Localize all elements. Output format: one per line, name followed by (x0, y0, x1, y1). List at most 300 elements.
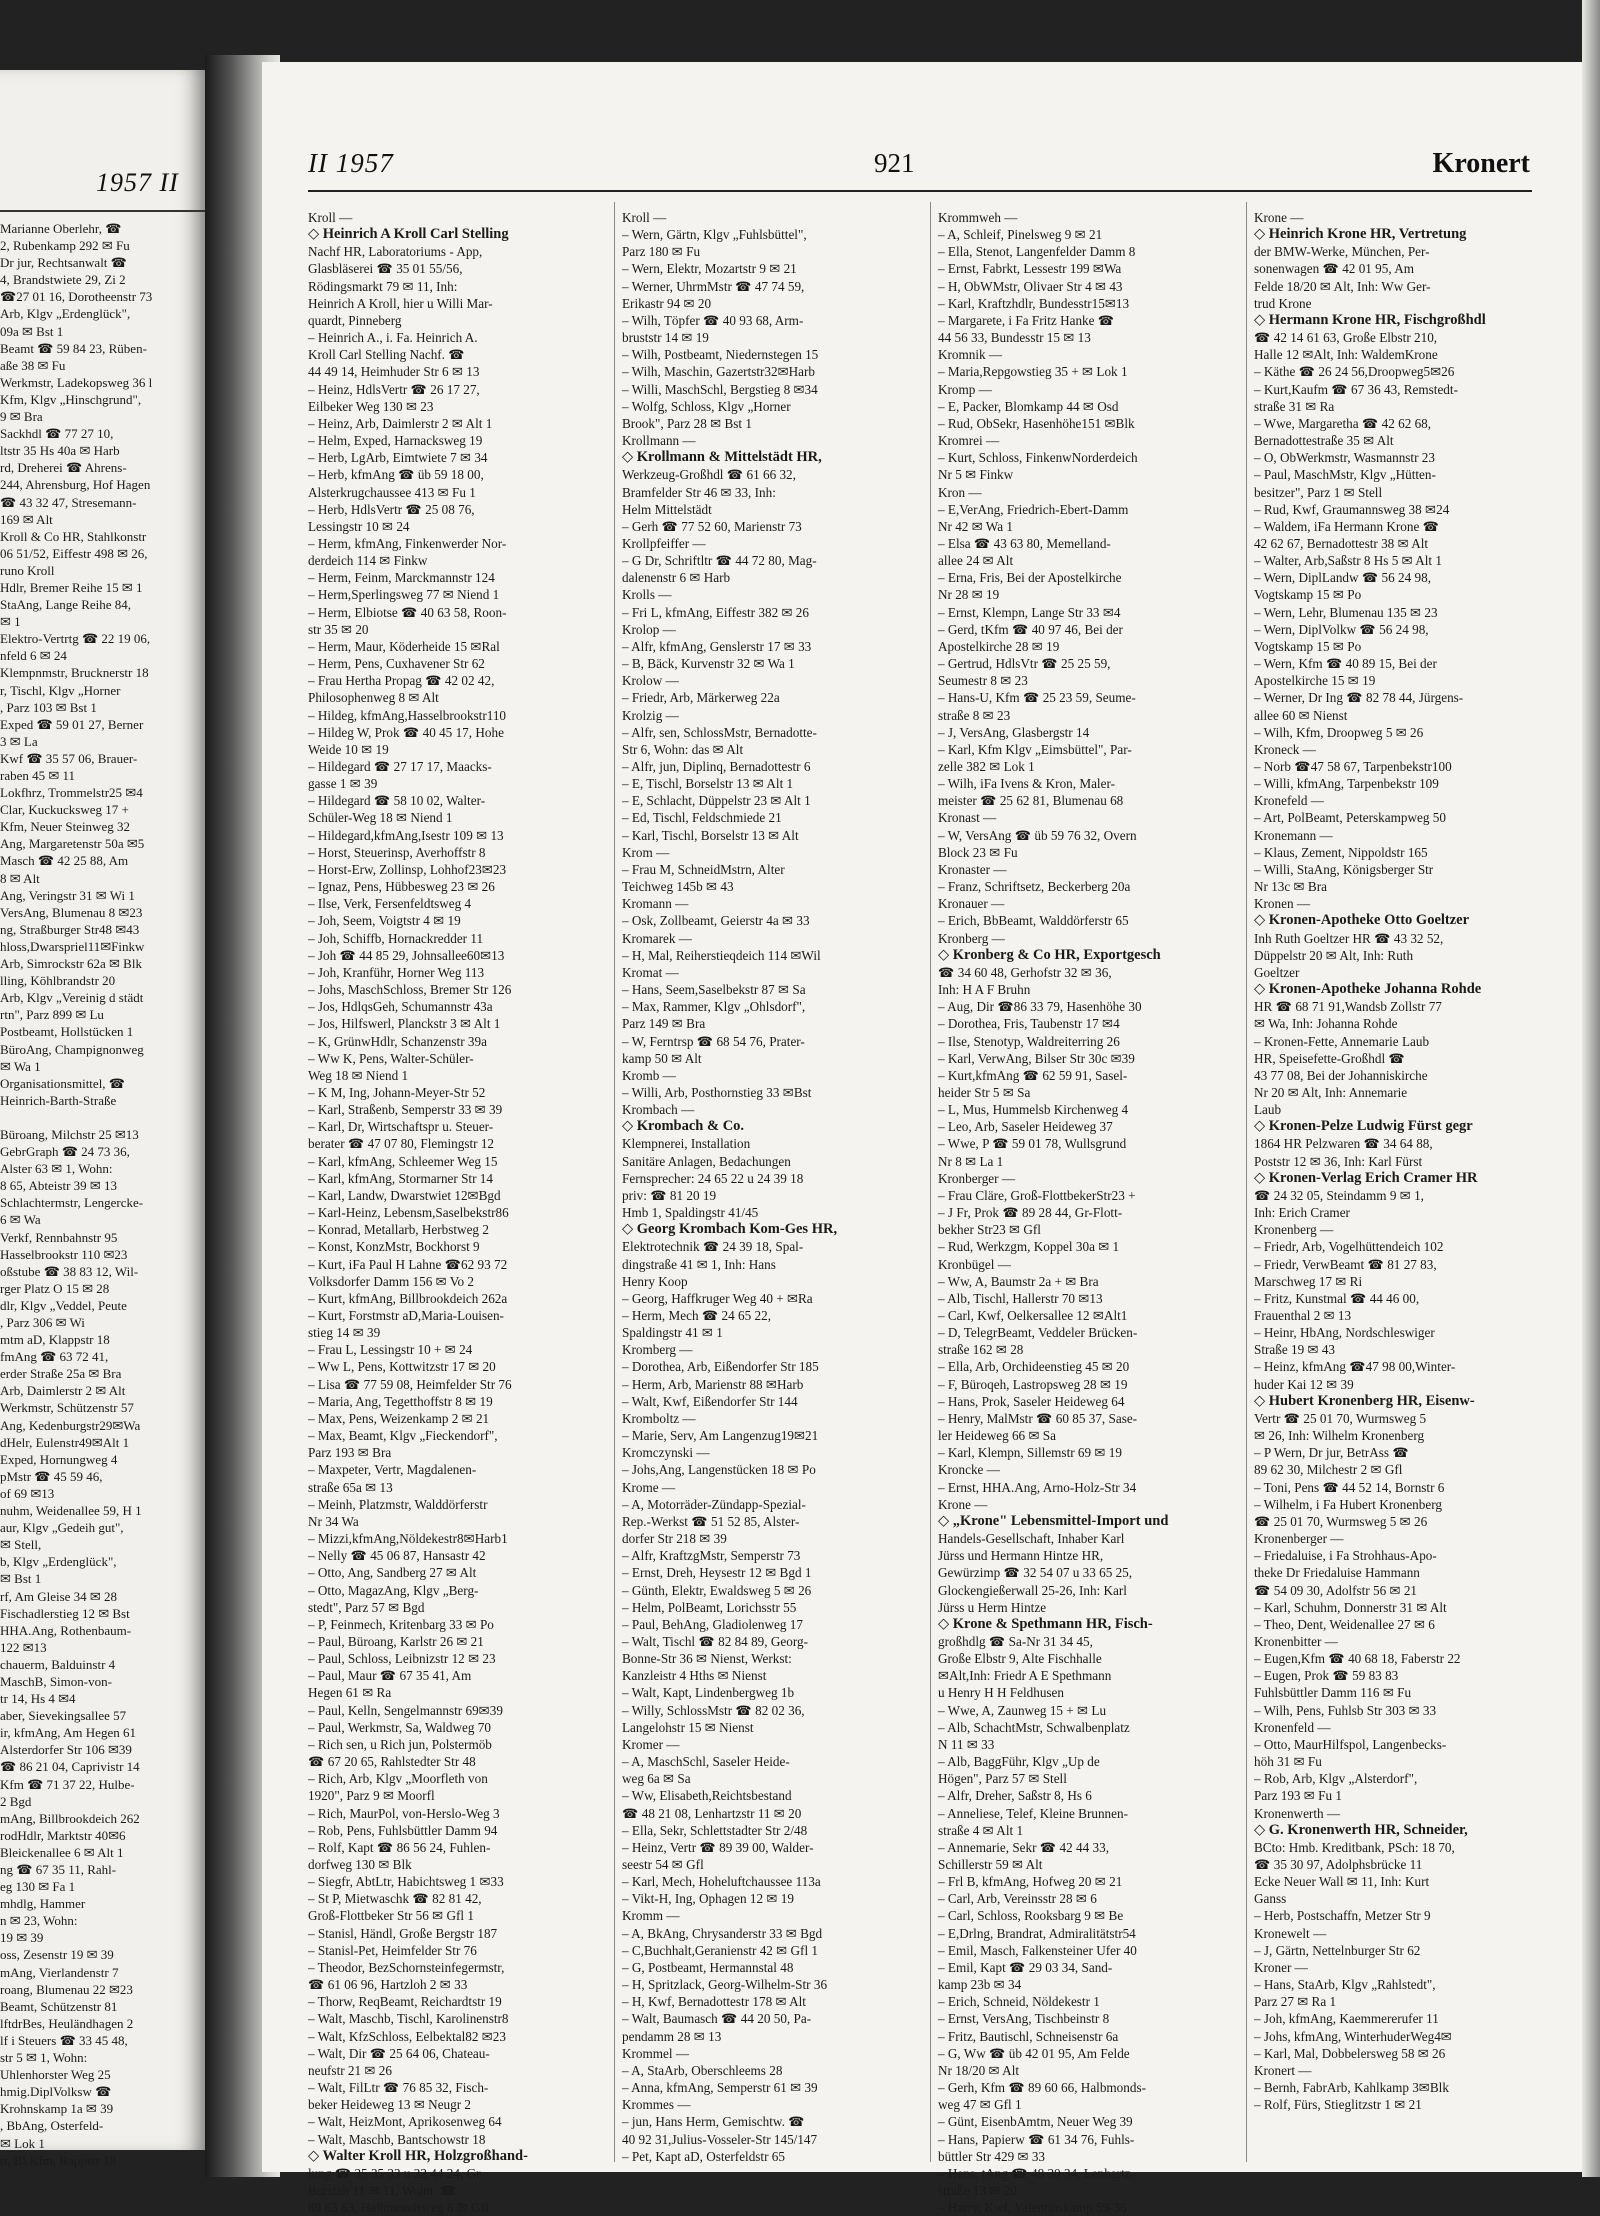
directory-entry-line: – Karl, Tischl, Borselstr 13 ✉ Alt (622, 827, 799, 843)
directory-entry-line: – Karl, VerwAng, Bilser Str 30c ✉39 (938, 1050, 1135, 1066)
directory-entry-line: Block 23 ✉ Fu (938, 844, 1018, 860)
directory-entry-line: Nr 20 ✉ Alt, Inh: Annemarie (1254, 1084, 1408, 1100)
directory-entry-line: ✉Alt,Inh: Friedr A E Spethmann (938, 1668, 1112, 1684)
previous-page-line: Elektro-Vertrtg ☎ 22 19 06, (0, 631, 151, 647)
directory-entry-line: – Hans, StaArb, Klgv „Rahlstedt", (1254, 1977, 1436, 1993)
directory-entry-line: – D, TelegrBeamt, Veddeler Brücken- (938, 1325, 1138, 1341)
directory-entry-line: Poststr 12 ✉ 36, Inh: Karl Fürst (1254, 1153, 1423, 1169)
directory-entry-line: Nr 13c ✉ Bra (1254, 879, 1327, 895)
directory-entry-line: – Fri L, kfmAng, Eiffestr 382 ✉ 26 (622, 604, 809, 620)
page-edge-shadow (1582, 0, 1600, 2177)
directory-entry-line: – Maria,Repgowstieg 35 + ✉ Lok 1 (938, 364, 1128, 380)
directory-page (262, 62, 1582, 2216)
directory-entry-line: – Leo, Arb, Saseler Heideweg 37 (938, 1119, 1113, 1135)
directory-entry-line: – Max, Pens, Weizenkamp 2 ✉ 21 (308, 1410, 490, 1426)
directory-column-4 (1254, 209, 1554, 2113)
directory-entry-line: Elektrotechnik ☎ 24 39 18, Spal- (622, 1239, 804, 1255)
directory-entry-line: Apostelkirche 28 ✉ 19 (938, 638, 1060, 654)
directory-entry-line: – Ignaz, Pens, Hübbesweg 23 ✉ 26 (308, 879, 495, 895)
previous-page-line: mAng, Billbrookdeich 262 (0, 1810, 140, 1826)
previous-page-line: ✉ Lok 1 (0, 2135, 45, 2151)
directory-entry-line: Kronenberg — (1254, 1222, 1334, 1238)
directory-entry-line: – E, Schlacht, Düppelstr 23 ✉ Alt 1 (622, 793, 811, 809)
directory-entry-line: Alsterkrugchaussee 413 ✉ Fu 1 (308, 484, 476, 500)
directory-entry-line: – H, Kwf, Bernadottestr 178 ✉ Alt (622, 1994, 806, 2010)
directory-entry-line: – G Dr, Schriftltr ☎ 44 72 80, Mag- (622, 553, 817, 569)
directory-entry-line: – Willi, kfmAng, Tarpenbekstr 109 (1254, 776, 1439, 792)
directory-entry-line: – Stanisl-Pet, Heimfelder Str 76 (308, 1942, 477, 1958)
directory-entry-line: heider Str 5 ✉ Sa (938, 1084, 1031, 1100)
previous-page-line: Arb, Klgv „Erdenglück", (0, 306, 131, 322)
directory-entry-line: – Ed, Tischl, Feldschmiede 21 (622, 810, 782, 826)
directory-entry-line: – P Wern, Dr jur, BetrAss ☎ (1254, 1445, 1409, 1461)
directory-entry-line: – Konrad, Metallarb, Herbstweg 2 (308, 1222, 489, 1238)
directory-entry-line: – Hans, tAng ☎ 48 30 34, Lenhartz- (938, 2165, 1135, 2181)
directory-entry-line: Str 6, Wohn: das ✉ Alt (622, 741, 744, 757)
directory-entry-line: – Herm, Arb, Marienstr 88 ✉Harb (622, 1376, 804, 1392)
previous-page-line: Ang, Kedenburgstr29✉Wa (0, 1417, 141, 1433)
directory-entry-line: Inh: H A F Bruhn (938, 982, 1031, 998)
directory-entry-line: priv: ☎ 81 20 19 (622, 1187, 717, 1203)
directory-entry-line: – Werner, Dr Ing ☎ 82 78 44, Jürgens- (1254, 690, 1464, 706)
directory-entry-line: Apostelkirche 15 ✉ 19 (1254, 673, 1376, 689)
directory-entry-line: – Konst, KonzMstr, Bockhorst 9 (308, 1239, 480, 1255)
previous-page-line: VersAng, Blumenau 8 ✉23 (0, 904, 143, 920)
directory-entry-line: stedt", Parz 57 ✉ Bgd (308, 1599, 425, 1615)
directory-entry-line: Parz 27 ✉ Ra 1 (1254, 1994, 1337, 2010)
directory-entry-line: – Hildegard,kfmAng,Isestr 109 ✉ 13 (308, 827, 504, 843)
directory-entry-line: – Wern, Gärtn, Klgv „Fuhlsbüttel", (622, 227, 807, 243)
directory-entry-line: – Joh, kfmAng, Kaemmererufer 11 (1254, 2011, 1439, 2027)
directory-entry-line: – B, Bäck, Kurvenstr 32 ✉ Wa 1 (622, 656, 795, 672)
directory-entry-line: Fuhlsbüttler Damm 116 ✉ Fu (1254, 1685, 1412, 1701)
directory-entry-line: Högen", Parz 57 ✉ Stell (938, 1771, 1067, 1787)
previous-page-line: ng ☎ 67 35 11, Rahl- (0, 1862, 117, 1877)
directory-entry-line: – Wern, DiplVolkw ☎ 56 24 98, (1254, 621, 1429, 637)
directory-entry-line: Seumestr 8 ✉ 23 (938, 673, 1028, 689)
directory-entry-line: Kronberg — (938, 930, 1005, 946)
directory-entry-line: Kronenwerth — (1254, 1805, 1341, 1821)
directory-entry-line: Rep.-Werkst ☎ 51 52 85, Alster- (622, 1513, 800, 1529)
directory-entry-line: weg 47 ✉ Gfl 1 (938, 2097, 1022, 2113)
directory-entry-line: Ganss (1254, 1891, 1287, 1907)
directory-entry-line: ler Heideweg 66 ✉ Sa (938, 1428, 1056, 1444)
directory-entry-line: ☎ 25 01 70, Wurmsweg 5 ✉ 26 (1254, 1513, 1428, 1529)
directory-entry-line: quardt, Pinneberg (308, 312, 402, 328)
directory-entry-line: Kronaster — (938, 861, 1007, 877)
directory-entry-line: – Herm, Elbiotse ☎ 40 63 58, Roon- (308, 604, 507, 620)
previous-page-line: lling, Köhlbrandstr 20 (0, 973, 116, 989)
directory-entry-line: straße 8 ✉ 23 (938, 707, 1011, 723)
directory-entry-line: – Kurt, kfmAng, Billbrookdeich 262a (308, 1290, 508, 1306)
directory-entry-line: Kronbügel — (938, 1256, 1011, 1272)
directory-entry-line: – Wilh, Maschin, Gazertstr32✉Harb (622, 364, 816, 380)
directory-entry-line: – Erich, Schneid, Nöldekestr 1 (938, 1994, 1100, 2010)
directory-entry-line: Kromboltz — (622, 1410, 696, 1426)
directory-entry-line: – Rich, MaurPol, von-Herslo-Weg 3 (308, 1805, 500, 1821)
directory-entry-line: ◇ Heinrich A Kroll Carl Stelling (308, 226, 509, 243)
previous-page-line: Lokfhrz, Trommelstr25 ✉4 (0, 785, 143, 801)
previous-page-line: Beamt, Schützenstr 81 (0, 1998, 118, 2014)
previous-page-line: hmig.DiplVolksw ☎ (0, 2084, 112, 2100)
directory-entry-line: – Siegfr, AbtLtr, Habichtsweg 1 ✉33 (308, 1874, 504, 1890)
directory-entry-line: Kromm — (622, 1908, 680, 1924)
directory-entry-line: Eilbeker Weg 130 ✉ 23 (308, 398, 434, 414)
directory-entry-line: dingstraße 41 ✉ 1, Inh: Hans (622, 1256, 776, 1272)
directory-entry-line: – Johs,Ang, Langenstücken 18 ✉ Po (622, 1462, 816, 1478)
directory-entry-line: Glockengießerwall 25-26, Inh: Karl (938, 1582, 1127, 1598)
directory-entry-line: – Herb, HdlsVertr ☎ 25 08 76, (308, 501, 475, 517)
directory-entry-line: – Walt, FilLtr ☎ 76 85 32, Fisch- (308, 2080, 489, 2096)
directory-entry-line: – Ww L, Pens, Kottwitzstr 17 ✉ 20 (308, 1359, 496, 1375)
directory-entry-line: Goeltzer (1254, 964, 1300, 980)
directory-entry-line: 89 63 63, Halbmondsweg 6 ✉ Gfl (308, 2200, 489, 2216)
directory-entry-line: – Gerh ☎ 77 52 60, Marienstr 73 (622, 518, 802, 534)
directory-entry-line: – Herb, Postschaffn, Metzer Str 9 (1254, 1908, 1431, 1924)
directory-entry-line: Nr 42 ✉ Wa 1 (938, 518, 1013, 534)
directory-entry-line: ◇ „Krone" Lebensmittel-Import und (938, 1512, 1169, 1529)
previous-page-line: Exped, Hornungweg 4 (0, 1451, 118, 1467)
directory-entry-line: – Friedaluise, i Fa Strohhaus-Apo- (1254, 1548, 1437, 1564)
directory-entry-line: – Carl, Kwf, Oelkersallee 12 ✉Alt1 (938, 1308, 1128, 1323)
previous-page-line: 8 ✉ Alt (0, 870, 40, 886)
previous-page-line: nuhm, Weidenallee 59, H 1 (0, 1503, 142, 1519)
directory-entry-line: u Henry H H Feldhusen (938, 1685, 1064, 1701)
previous-page-line: ☎ 86 21 04, Caprivistr 14 (0, 1759, 140, 1775)
directory-entry-line: – Herm, Mech ☎ 24 65 22, (622, 1308, 772, 1323)
directory-entry-line: besitzer", Parz 1 ✉ Stell (1254, 484, 1383, 500)
previous-page-line: fmAng ☎ 63 72 41, (0, 1349, 109, 1365)
directory-entry-line: – Norb ☎47 58 67, Tarpenbekstr100 (1254, 759, 1452, 774)
directory-entry-line: – Franz, Schriftsetz, Beckerberg 20a (938, 879, 1131, 895)
previous-page-line: b, Klgv „Erdenglück", (0, 1554, 117, 1570)
directory-entry-line: allee 60 ✉ Nienst (1254, 707, 1348, 723)
previous-page-line: , BbAng, Osterfeld- (0, 2118, 104, 2134)
directory-entry-line: ☎ 48 21 08, Lenhartzstr 11 ✉ 20 (622, 1805, 802, 1821)
directory-entry-line: – Wwe, A, Zaunweg 15 + ✉ Lu (938, 1702, 1107, 1718)
directory-entry-line: Weide 10 ✉ 19 (308, 741, 389, 757)
directory-entry-line: – Rob, Pens, Fuhlsbüttler Damm 94 (308, 1822, 498, 1838)
directory-entry-line: büttler Str 429 ✉ 33 (938, 2148, 1046, 2164)
directory-entry-line: Werkzeug-Großhdl ☎ 61 66 32, (622, 467, 796, 483)
previous-page-line: 19 ✉ 39 (0, 1930, 44, 1946)
previous-page-line: 09a ✉ Bst 1 (0, 323, 64, 339)
directory-entry-line: ◇ Kronen-Verlag Erich Cramer HR (1254, 1169, 1478, 1186)
directory-entry-line: – Art, PolBeamt, Peterskampweg 50 (1254, 810, 1446, 826)
directory-entry-line: – Elsa ☎ 43 63 80, Memelland- (938, 535, 1111, 551)
directory-entry-line: Kroncke — (938, 1462, 1000, 1478)
directory-entry-line: – Alfr, kfmAng, Genslerstr 17 ✉ 33 (622, 638, 812, 654)
previous-page-line: rodHdlr, Marktstr 40✉6 (0, 1827, 126, 1843)
previous-page-line: lf i Steuers ☎ 33 45 48, (0, 2032, 128, 2048)
directory-entry-line: – H, Spritzlack, Georg-Wilhelm-Str 36 (622, 1977, 828, 1993)
directory-entry-line: Langelohstr 15 ✉ Nienst (622, 1719, 754, 1735)
directory-entry-line: – Gertrud, HdlsVtr ☎ 25 25 59, (938, 656, 1111, 672)
directory-entry-line: – Alb, Tischl, Hallerstr 70 ✉13 (938, 1290, 1103, 1306)
directory-entry-line: Kronert — (1254, 2062, 1312, 2078)
directory-entry-line: – Theodor, BezSchornsteinfegermstr, (308, 1959, 505, 1975)
previous-page-line: Sackhdl ☎ 77 27 10, (0, 426, 114, 442)
directory-entry-line: dorfweg 130 ✉ Blk (308, 1857, 412, 1872)
previous-page-line: nfeld 6 ✉ 24 (0, 648, 67, 664)
directory-entry-line: bruststr 14 ✉ 19 (622, 330, 709, 346)
directory-entry-line: – Margarete, i Fa Fritz Hanke ☎ (938, 312, 1115, 328)
previous-page-line: ☎27 01 16, Dorotheenstr 73 (0, 289, 153, 305)
previous-page-line: mtm aD, Klappstr 18 (0, 1332, 110, 1348)
directory-entry-line: Nr 34 Wa (308, 1513, 359, 1529)
directory-entry-line: bekher Str23 ✉ Gfl (938, 1222, 1041, 1238)
previous-page-line: HHA.Ang, Rothenbaum- (0, 1622, 132, 1638)
directory-entry-line: ◇ Georg Krombach Kom-Ges HR, (622, 1221, 838, 1238)
directory-entry-line: – Waldem, iFa Hermann Krone ☎ (1254, 518, 1440, 534)
directory-column-2 (622, 209, 922, 2165)
directory-entry-line: – Eugen, Prok ☎ 59 83 83 (1254, 1668, 1399, 1684)
directory-entry-line: Fernsprecher: 24 65 22 u 24 39 18 (622, 1170, 804, 1186)
directory-entry-line: – A, BkAng, Chrysanderstr 33 ✉ Bgd (622, 1925, 823, 1941)
directory-entry-line: ☎ 24 32 05, Steindamm 9 ✉ 1, (1254, 1187, 1424, 1203)
directory-entry-line: der BMW-Werke, München, Per- (1254, 244, 1430, 260)
directory-entry-line: Kromczynski — (622, 1445, 710, 1461)
directory-entry-line: – Karl, Mech, Hoheluftchaussee 113a (622, 1874, 821, 1890)
directory-entry-line: Bramfelder Str 46 ✉ 33, Inh: (622, 484, 776, 500)
directory-entry-line: – Emil, Kapt ☎ 29 03 34, Sand- (938, 1959, 1113, 1975)
directory-entry-line: – Wern, Lehr, Blumenau 135 ✉ 23 (1254, 604, 1438, 620)
directory-entry-line: HR ☎ 68 71 91,Wandsb Zollstr 77 (1254, 999, 1442, 1015)
previous-page-line: rtn", Parz 899 ✉ Lu (0, 1007, 104, 1023)
directory-entry-line: – Otto, MaurHilfspol, Langenbecks- (1254, 1736, 1447, 1752)
directory-entry-line: – Marie, Serv, Am Langenzug19✉21 (622, 1428, 819, 1444)
directory-entry-line: – Hildeg, kfmAng,Hasselbrookstr110 (308, 707, 507, 723)
directory-entry-line: Krollpfeiffer — (622, 535, 706, 551)
directory-entry-line: trud Krone (1254, 295, 1312, 311)
directory-entry-line: Bonne-Str 36 ✉ Nienst, Werkst: (622, 1651, 792, 1667)
directory-entry-line: sonenwagen ☎ 42 01 95, Am (1254, 261, 1415, 277)
previous-page-line: Werkmstr, Schützenstr 57 (0, 1400, 134, 1416)
directory-entry-line: 40 92 31,Julius-Vosseler-Str 145/147 (622, 2131, 818, 2147)
directory-entry-line: – Vikt-H, Ing, Ophagen 12 ✉ 19 (622, 1891, 794, 1907)
previous-page-line: chauerm, Balduinstr 4 (0, 1656, 116, 1672)
directory-entry-line: – Wilh, Töpfer ☎ 40 93 68, Arm- (622, 312, 804, 328)
directory-entry-line: derdeich 114 ✉ Finkw (308, 553, 428, 569)
directory-entry-line: – Rud, Kwf, Graumannsweg 38 ✉24 (1254, 501, 1450, 517)
directory-entry-line: Kroner — (1254, 1959, 1308, 1975)
directory-entry-line: Parz 193 ✉ Bra (308, 1445, 392, 1461)
directory-entry-line: ☎ 35 30 97, Adolphsbrücke 11 (1254, 1857, 1423, 1872)
previous-page-line: Marianne Oberlehr, ☎ (0, 221, 122, 236)
directory-entry-line: Sanitäre Anlagen, Bedachungen (622, 1153, 791, 1169)
previous-page-line: Hasselbrookstr 110 ✉23 (0, 1246, 128, 1262)
previous-page-line: 6 ✉ Wa (0, 1212, 41, 1228)
directory-entry-line: – Paul, BehAng, Gladiolenweg 17 (622, 1616, 803, 1632)
previous-page-line: hloss,Dwarspriel11✉Finkw (0, 938, 145, 954)
previous-page-line: roang, Blumenau 22 ✉23 (0, 1981, 133, 1997)
directory-entry-line: – Frl B, kfmAng, Hofweg 20 ✉ 21 (938, 1874, 1123, 1890)
directory-entry-line: meister ☎ 25 62 81, Blumenau 68 (938, 793, 1124, 809)
directory-entry-line: – J, Gärtn, Nettelnburger Str 62 (1254, 1942, 1421, 1958)
page-header-left: II 1957 (308, 148, 394, 178)
directory-entry-line: beker Heideweg 13 ✉ Neugr 2 (308, 2097, 472, 2113)
directory-entry-line: Krolop — (622, 621, 676, 637)
directory-entry-line: 44 49 14, Heimhuder Str 6 ✉ 13 (308, 364, 480, 380)
previous-page-line: Kfm, Neuer Steinweg 32 (0, 819, 130, 835)
directory-entry-line: – Paul, Büroang, Karlstr 26 ✉ 21 (308, 1633, 484, 1649)
directory-entry-line: neufstr 21 ✉ 26 (308, 2062, 392, 2078)
directory-entry-line: – H, Mal, Reiherstieqdeich 114 ✉Wil (622, 947, 821, 963)
directory-entry-line: – Ww K, Pens, Walter-Schüler- (308, 1050, 474, 1066)
directory-entry-line: – Karl, Schuhm, Donnerstr 31 ✉ Alt (1254, 1599, 1447, 1615)
previous-page-line: MaschB, Simon-von- (0, 1673, 112, 1689)
directory-entry-line: – Lisa ☎ 77 59 08, Heimfelder Str 76 (308, 1376, 512, 1392)
previous-page-line: r, Tischl, Klgv „Horner (0, 682, 121, 698)
directory-entry-line: – E, Tischl, Borselstr 13 ✉ Alt 1 (622, 776, 794, 792)
directory-entry-line: – Rud, Werkzgm, Koppel 30a ✉ 1 (938, 1239, 1120, 1255)
directory-entry-line: – Walt, Kwf, Eißendorfer Str 144 (622, 1393, 798, 1409)
previous-page-line: 3 ✉ La (0, 733, 38, 749)
directory-entry-line: Düppelstr 20 ✉ Alt, Inh: Ruth (1254, 947, 1414, 963)
directory-entry-line: – Ilse, Verk, Fersenfeldtsweg 4 (308, 896, 472, 912)
directory-entry-line: weg 6a ✉ Sa (622, 1771, 691, 1787)
previous-page-line: 4, Brandstwiete 29, Zi 2 (0, 272, 126, 288)
directory-entry-line: Handels-Gesellschaft, Inhaber Karl (938, 1531, 1125, 1547)
directory-entry-line: ◇ Kronen-Apotheke Johanna Rohde (1254, 981, 1482, 998)
previous-page-line: Arb, Daimlerstr 2 ✉ Alt (0, 1383, 126, 1399)
directory-entry-line: – Fritz, Kunstmal ☎ 44 46 00, (1254, 1290, 1420, 1306)
directory-entry-line: – Wilh, Postbeamt, Niedernstegen 15 (622, 347, 819, 363)
directory-entry-line: – Frau M, SchneidMstrn, Alter (622, 861, 785, 877)
directory-entry-line: ✉ Wa, Inh: Johanna Rohde (1254, 1016, 1398, 1032)
directory-entry-line: – Alfr, Dreher, Saßstr 8, Hs 6 (938, 1788, 1092, 1804)
directory-entry-line: Parz 149 ✉ Bra (622, 1016, 706, 1032)
directory-entry-line: – Joh, Seem, Voigtstr 4 ✉ 19 (308, 913, 461, 929)
directory-column-1 (308, 209, 608, 2216)
previous-page-line: Arb, Simrockstr 62a ✉ Blk (0, 956, 142, 972)
directory-entry-line: Marschweg 17 ✉ Ri (1254, 1273, 1363, 1289)
directory-entry-line: – Paul, MaschMstr, Klgv „Hütten- (1254, 467, 1436, 483)
previous-page-line: , Parz 306 ✉ Wi (0, 1315, 85, 1330)
directory-entry-line: Kromarek — (622, 930, 692, 946)
directory-entry-line: ◇ Kronen-Pelze Ludwig Fürst gegr (1254, 1118, 1473, 1135)
directory-entry-line: – Anneliese, Telef, Kleine Brunnen- (938, 1805, 1128, 1821)
directory-entry-line: Nr 5 ✉ Finkw (938, 467, 1014, 483)
directory-entry-line: Helm Mittelstädt (622, 501, 712, 517)
previous-page-line: Kfm ☎ 71 37 22, Hulbe- (0, 1776, 135, 1792)
previous-page-line: pMstr ☎ 45 59 46, (0, 1468, 103, 1484)
directory-entry-line: Teichweg 145b ✉ 43 (622, 879, 734, 895)
directory-entry-line: – Herb, kfmAng ☎ üb 59 18 00, (308, 467, 484, 483)
column-divider (614, 202, 615, 2162)
directory-entry-line: – Heinz, Arb, Daimlerstr 2 ✉ Alt 1 (308, 415, 493, 431)
previous-page-line: 2 Bgd (0, 1793, 32, 1809)
directory-entry-line: – Karl, Straßenb, Semperstr 33 ✉ 39 (308, 1102, 503, 1118)
directory-entry-line: – F, Büroqeh, Lastropsweg 28 ✉ 19 (938, 1376, 1128, 1392)
directory-entry-line: berater ☎ 47 07 80, Flemingstr 12 (308, 1136, 495, 1152)
directory-entry-line: – P, Feinmech, Kritenbarg 33 ✉ Po (308, 1616, 494, 1632)
directory-entry-line: – Fritz, Bautischl, Schneisenstr 6a (938, 2028, 1119, 2044)
previous-page-line: , Parz 103 ✉ Bst 1 (0, 699, 97, 715)
directory-entry-line: – Walter, Arb,Saßstr 8 Hs 5 ✉ Alt 1 (1254, 553, 1442, 569)
directory-entry-line: – Heinz, HdlsVertr ☎ 26 17 27, (308, 381, 480, 397)
directory-entry-line: Kromp — (938, 381, 992, 397)
directory-entry-line: – Gerd, tKfm ☎ 40 97 46, Bei der (938, 621, 1123, 637)
previous-page-line: Hdlr, Bremer Reihe 15 ✉ 1 (0, 579, 143, 595)
column-divider (930, 202, 931, 2162)
directory-entry-line: str 35 ✉ 20 (308, 621, 369, 637)
directory-entry-line: – Willi, MaschSchl, Bergstieg 8 ✉34 (622, 381, 818, 397)
previous-page-line: aße 38 ✉ Fu (0, 357, 66, 373)
directory-entry-line: Kronenfeld — (1254, 1719, 1331, 1735)
previous-page-line: lftdrBes, Heuländhagen 2 (0, 2015, 134, 2031)
directory-entry-line: – Rolf, Kapt ☎ 86 56 24, Fuhlen- (308, 1839, 491, 1855)
directory-entry-line: – Erna, Fris, Bei der Apostelkirche (938, 570, 1122, 586)
previous-page-line: Krohnskamp 1a ✉ 39 (0, 2101, 114, 2117)
directory-entry-line: – Walt, Tischl ☎ 82 84 89, Georg- (622, 1633, 808, 1649)
previous-page-line: Ang, Margaretenstr 50a ✉5 (0, 836, 145, 852)
directory-entry-line: – Harry, Kwf, Valentinskamp 59-36 (938, 2200, 1127, 2216)
previous-page-line: Bleickenallee 6 ✉ Alt 1 (0, 1844, 124, 1860)
directory-entry-line: – Toni, Pens ☎ 44 52 14, Bornstr 6 (1254, 1479, 1445, 1495)
directory-entry-line: – Ernst, VersAng, Tischbeinstr 8 (938, 2011, 1110, 2027)
directory-entry-line: lung ☎ 35 35 33 u 32 44 24, Gr (308, 2165, 481, 2181)
directory-entry-line: Kroll — (622, 210, 667, 225)
directory-entry-line: – Carl, Schloss, Rooksbarg 9 ✉ Be (938, 1908, 1124, 1924)
previous-page-line: Verkf, Rennbahnstr 95 (0, 1229, 118, 1245)
directory-entry-line: – A, MaschSchl, Saseler Heide- (622, 1754, 790, 1770)
previous-page-line: raben 45 ✉ 11 (0, 768, 76, 783)
directory-entry-line: – Friedr, VerwBeamt ☎ 81 27 83, (1254, 1256, 1437, 1272)
directory-entry-line: ☎ 54 09 30, Adolfstr 56 ✉ 21 (1254, 1582, 1418, 1598)
directory-entry-line: – Alb, SchachtMstr, Schwalbenplatz (938, 1719, 1130, 1735)
previous-page-line: ✉ Stell, (0, 1537, 42, 1553)
directory-entry-line: Krom — (622, 844, 670, 860)
directory-entry-line: – jun, Hans Herm, Gemischtw. ☎ (622, 2114, 805, 2130)
directory-entry-line: – Karl, Kraftzhdlr, Bundesstr15✉13 (938, 295, 1130, 311)
directory-entry-line: seestr 54 ✉ Gfl (622, 1857, 704, 1872)
directory-entry-line: ◇ Walter Kroll HR, Holzgroßhand- (308, 2147, 528, 2164)
directory-entry-line: – Alfr, jun, Diplinq, Bernadottestr 6 (622, 759, 811, 774)
directory-entry-line: – Horst-Erw, Zollinsp, Lohhof23✉23 (308, 861, 507, 877)
directory-entry-line: – Herm, Pens, Cuxhavener Str 62 (308, 656, 485, 672)
directory-entry-line: huder Kai 12 ✉ 39 (1254, 1376, 1354, 1392)
directory-entry-line: straße 65a ✉ 13 (308, 1479, 393, 1495)
directory-entry-line: – Maria, Ang, Tegetthoffstr 8 ✉ 19 (308, 1393, 493, 1409)
directory-entry-line: Nr 18/20 ✉ Alt (938, 2062, 1020, 2078)
previous-page-line: dHelr, Eulenstr49✉Alt 1 (0, 1434, 130, 1450)
directory-entry-line: – Ella, Arb, Orchideenstieg 45 ✉ 20 (938, 1359, 1130, 1375)
directory-entry-line: Philosophenweg 8 ✉ Alt (308, 690, 439, 706)
directory-entry-line: höh 31 ✉ Fu (1254, 1754, 1322, 1770)
directory-entry-line: – Osk, Zollbeamt, Geierstr 4a ✉ 33 (622, 913, 810, 929)
directory-entry-line: Kronefeld — (1254, 793, 1324, 809)
directory-entry-line: – Paul, Werkmstr, Sa, Waldweg 70 (308, 1719, 491, 1735)
page-number: 921 (874, 148, 915, 178)
directory-entry-line: Kromb — (622, 1067, 676, 1083)
directory-entry-line: – Eugen,Kfm ☎ 40 68 18, Faberstr 22 (1254, 1651, 1461, 1667)
directory-entry-line: – Carl, Arb, Vereinsstr 28 ✉ 6 (938, 1891, 1097, 1907)
directory-entry-line: – Frau Hertha Propag ☎ 42 02 42, (308, 673, 495, 689)
directory-entry-line: – Alfr, sen, SchlossMstr, Bernadotte- (622, 724, 817, 740)
previous-page-line: aber, Sievekingsallee 57 (0, 1708, 127, 1724)
directory-entry-line: – Ernst, Klempn, Lange Str 33 ✉4 (938, 604, 1121, 620)
previous-page-line: eg 130 ✉ Fa 1 (0, 1879, 76, 1895)
previous-page-line: ✉ 1 (0, 614, 21, 630)
directory-entry-line: – Alb, BaggFühr, Klgv „Up de (938, 1754, 1100, 1770)
directory-entry-line: Kromnik — (938, 347, 1003, 363)
directory-entry-line: – Georg, Haffkruger Weg 40 + ✉Ra (622, 1290, 813, 1306)
directory-entry-line: – A, Motorräder-Zündapp-Spezial- (622, 1496, 806, 1512)
previous-page-line: Büroang, Milchstr 25 ✉13 (0, 1126, 139, 1142)
directory-entry-line: Klempnerei, Installation (622, 1136, 751, 1152)
previous-page-line: ng, Straßburger Str48 ✉43 (0, 921, 140, 937)
